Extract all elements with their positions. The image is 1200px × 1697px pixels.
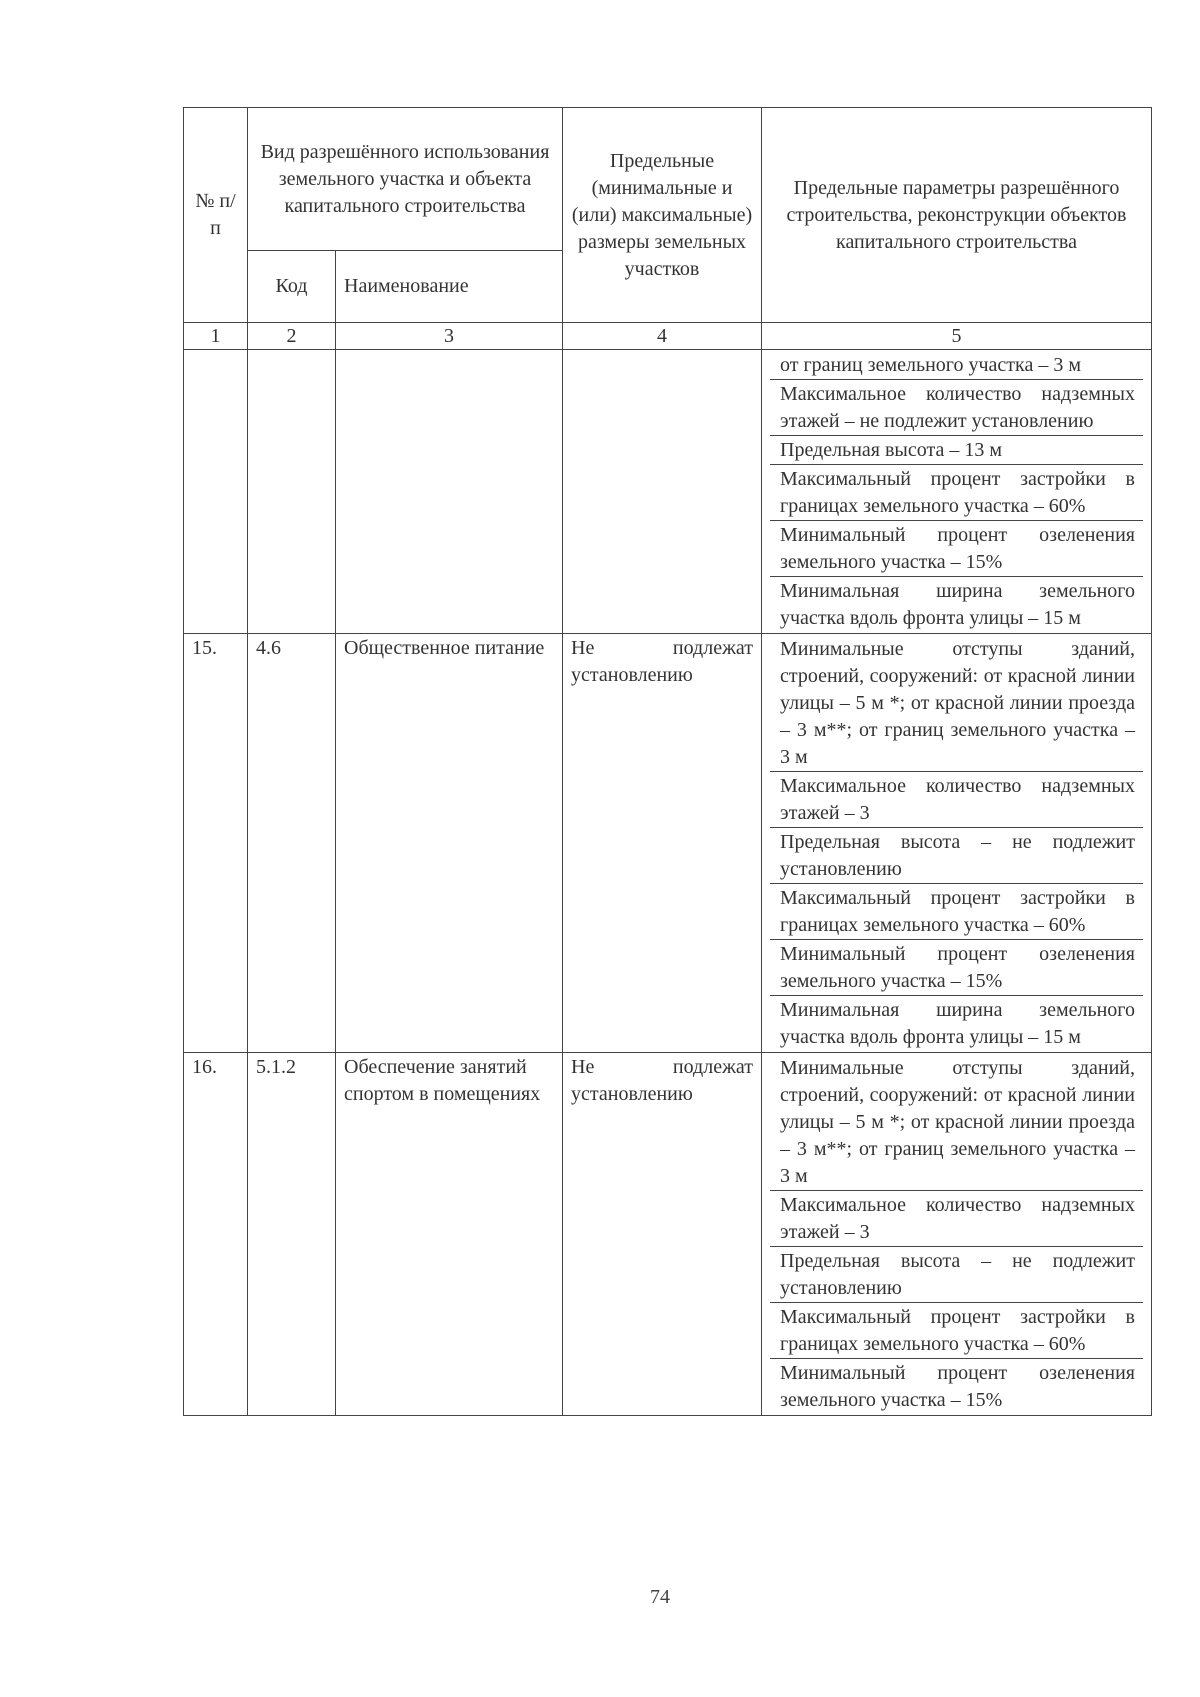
- param-item: от границ земельного участка – 3 м: [770, 351, 1143, 380]
- col-number: 5: [762, 323, 1152, 350]
- param-item: Максимальное количество надземных этажей – 3: [770, 1191, 1143, 1247]
- col-number: 4: [563, 323, 762, 350]
- row-num: [184, 350, 248, 634]
- column-numbers-row: [184, 323, 1152, 350]
- header-plot-sizes: Предельные (минимальные и (или) максимальные) размеры земельных участков: [563, 108, 762, 323]
- row-code: 5.1.2: [248, 1053, 336, 1416]
- param-item: Максимальный процент застройки в границах земельного участка – 60%: [770, 465, 1143, 521]
- regulations-table: [183, 107, 1152, 1416]
- row-num: 15.: [184, 634, 248, 1053]
- header-use-kind: Вид разрешённого использования земельного участка и объекта капитального строительства: [248, 108, 563, 251]
- col-number: 1: [184, 323, 248, 350]
- col-number: 3: [336, 323, 563, 350]
- table-row: [184, 1053, 1152, 1416]
- param-item: Максимальное количество надземных этажей – 3: [770, 772, 1143, 828]
- header-params: Предельные параметры разрешённого строительства, реконструкции объектов капитального строительства: [762, 108, 1152, 323]
- row-params: [762, 634, 1152, 1053]
- param-item: Минимальные отступы зданий, строений, сооружений: от красной линии улицы – 5 м *; от красной линии проезда – 3 м**; от границ земельного участка – 3 м: [770, 635, 1143, 772]
- row-num: 16.: [184, 1053, 248, 1416]
- param-item: Минимальный процент озеленения земельного участка – 15%: [770, 521, 1143, 577]
- param-item: Предельная высота – 13 м: [770, 436, 1143, 465]
- row-sizes: Не подлежат установлению: [563, 1053, 762, 1416]
- param-item: Минимальный процент озеленения земельного участка – 15%: [780, 1362, 1135, 1411]
- param-item: Предельная высота – не подлежит установлению: [770, 1247, 1143, 1303]
- header-row: [184, 108, 1152, 251]
- param-item: Максимальное количество надземных этажей – не подлежит установлению: [770, 380, 1143, 436]
- row-name: Общественное питание: [336, 634, 563, 1053]
- param-item: Минимальные отступы зданий, строений, сооружений: от красной линии улицы – 5 м *; от красной линии проезда – 3 м**; от границ земельного участка – 3 м: [770, 1054, 1143, 1191]
- row-sizes: [563, 350, 762, 634]
- param-item: Предельная высота – не подлежит установлению: [770, 828, 1143, 884]
- row-params: [762, 1053, 1152, 1416]
- row-name: Обеспечение занятий спортом в помещениях: [336, 1053, 563, 1416]
- page-number: 74: [650, 1586, 670, 1608]
- row-name: [336, 350, 563, 634]
- header-name: Наименование: [336, 251, 563, 323]
- param-item: Минимальная ширина земельного участка вдоль фронта улицы – 15 м: [780, 580, 1135, 629]
- col-number: 2: [248, 323, 336, 350]
- param-item: Минимальный процент озеленения земельного участка – 15%: [770, 940, 1143, 996]
- row-code: 4.6: [248, 634, 336, 1053]
- header-num: № п/п: [184, 108, 248, 323]
- table-row: [184, 634, 1152, 1053]
- row-code: [248, 350, 336, 634]
- header-code: Код: [248, 251, 336, 323]
- param-item: Максимальный процент застройки в границах земельного участка – 60%: [770, 884, 1143, 940]
- row-params: [762, 350, 1152, 634]
- param-item: Максимальный процент застройки в границах земельного участка – 60%: [770, 1303, 1143, 1359]
- row-sizes: Не подлежат установлению: [563, 634, 762, 1053]
- param-item: Минимальная ширина земельного участка вдоль фронта улицы – 15 м: [780, 999, 1135, 1048]
- table-row-continuation: [184, 350, 1152, 634]
